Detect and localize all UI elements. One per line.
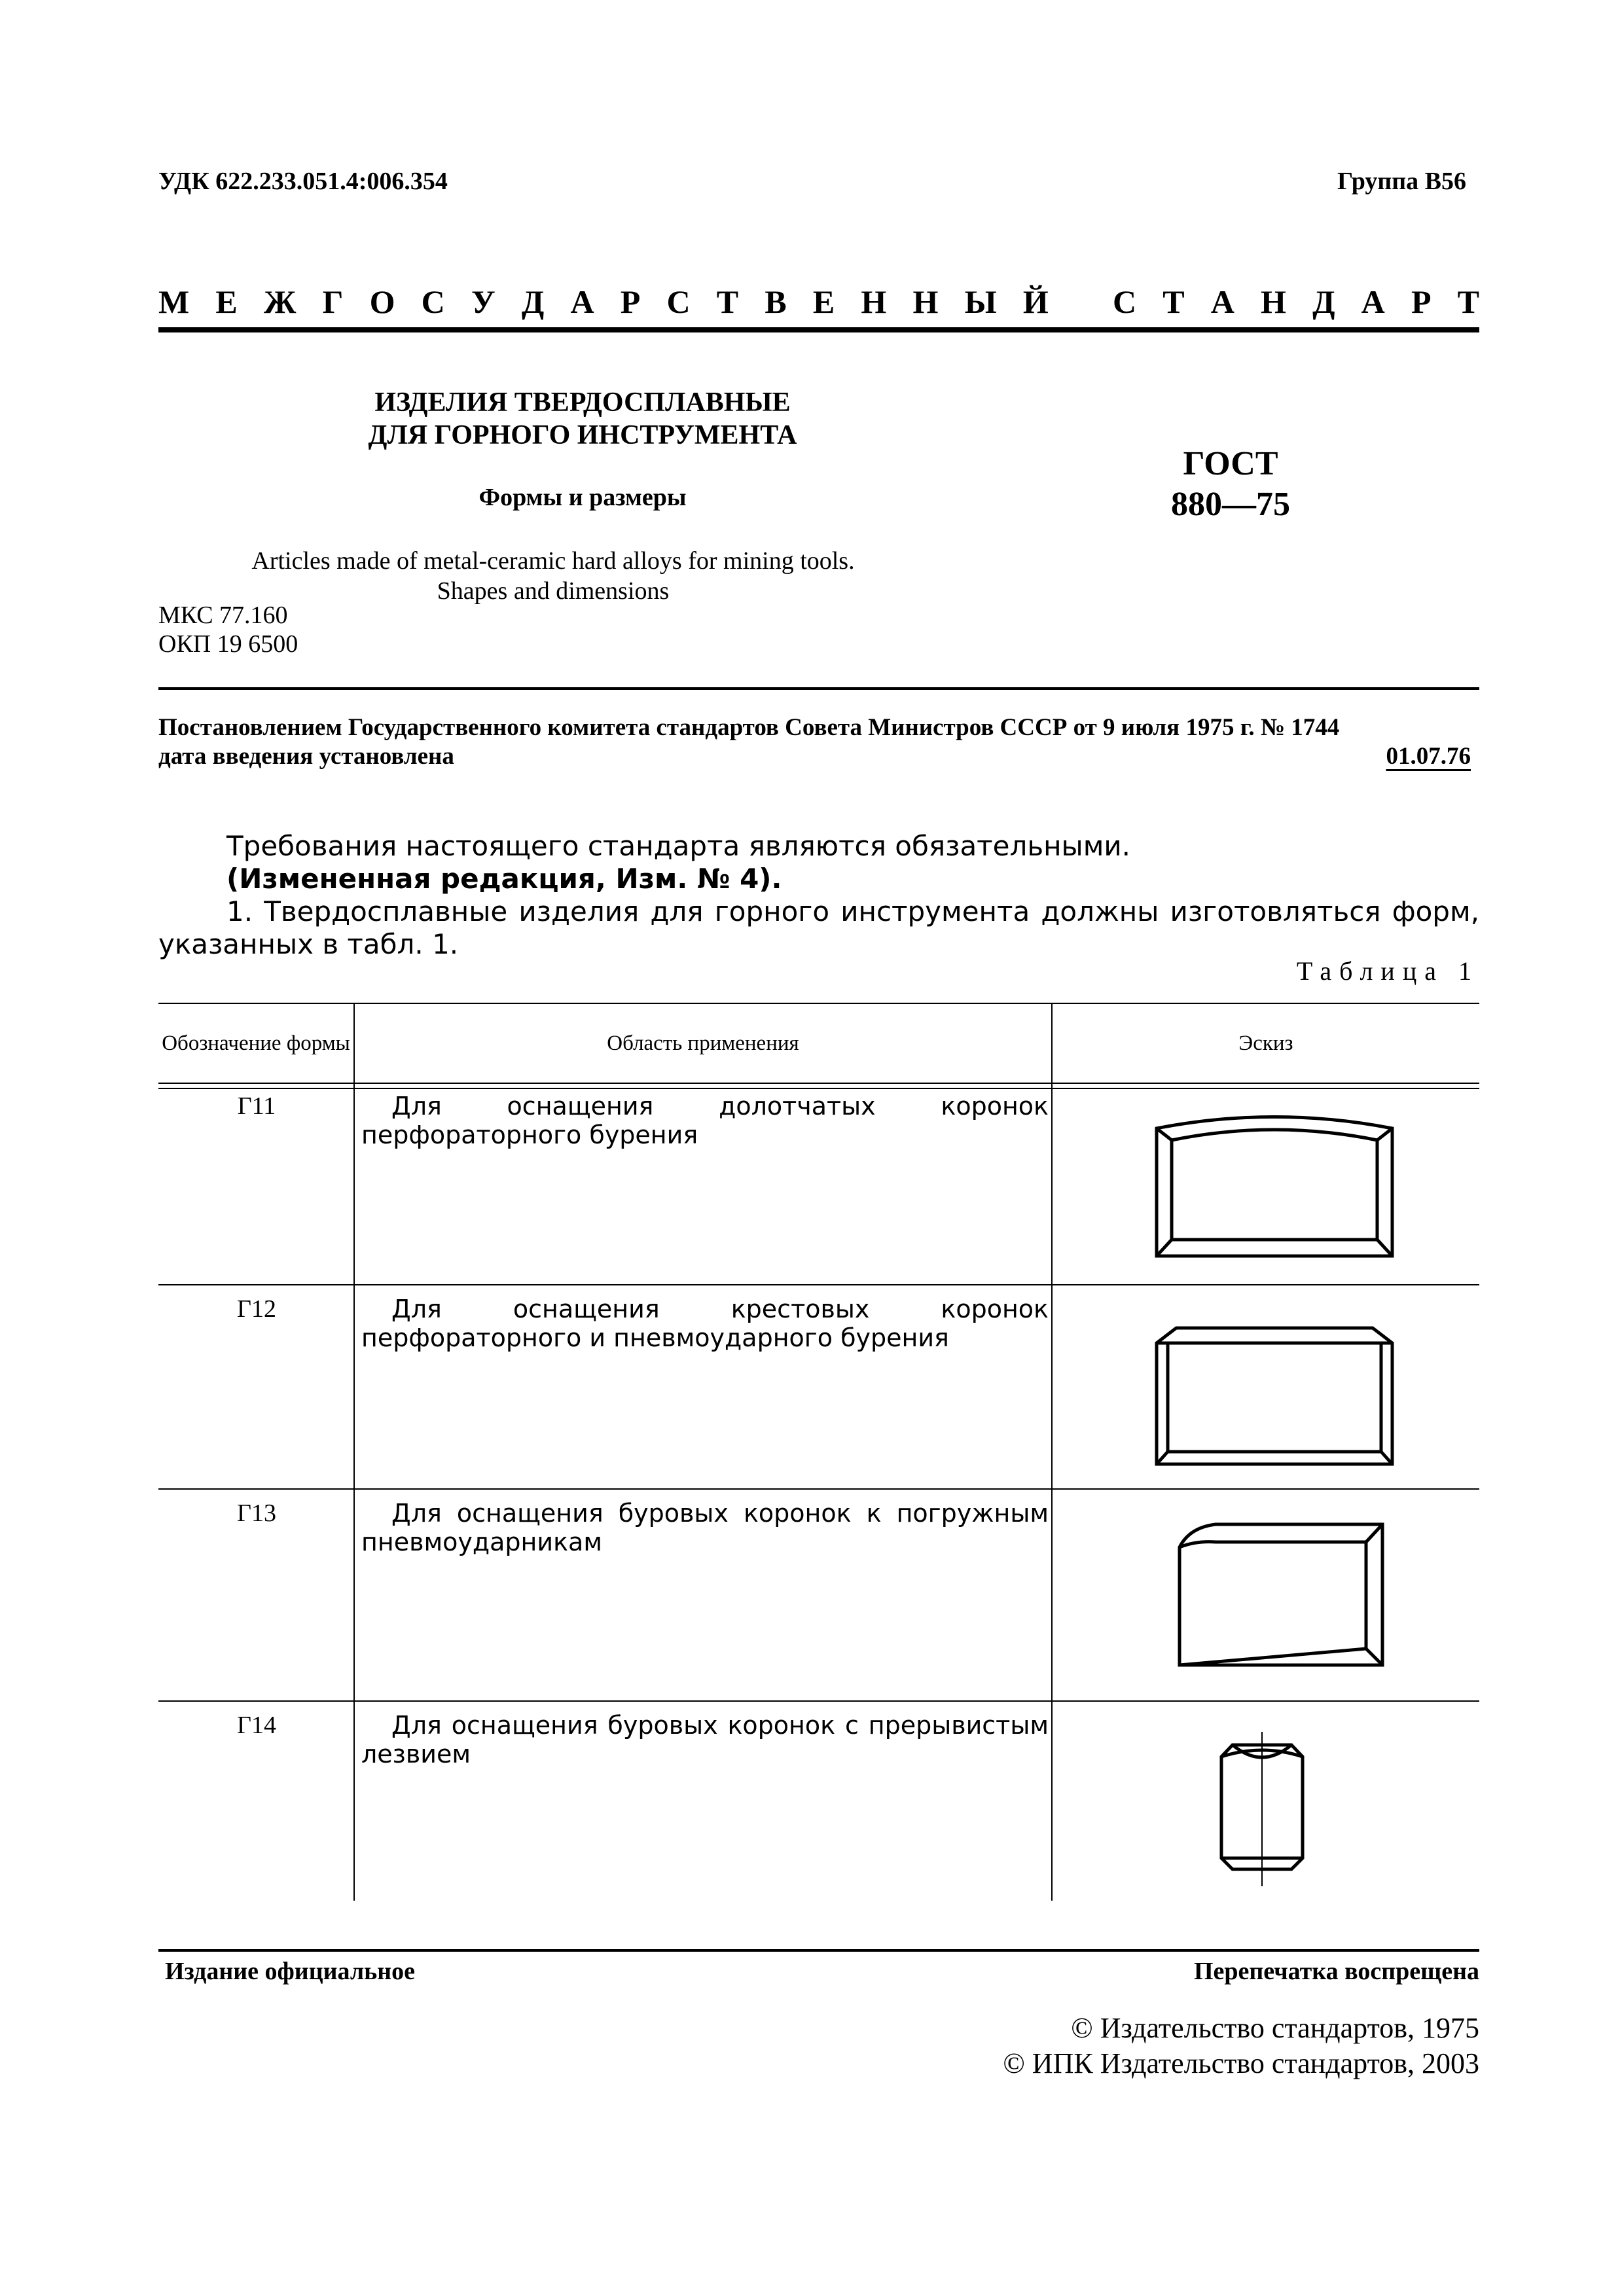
okp-code: ОКП 19 6500 bbox=[158, 630, 298, 658]
header-divider bbox=[158, 1088, 1479, 1089]
document-title bbox=[327, 386, 838, 452]
official-edition: Издание официальное bbox=[165, 1958, 416, 1985]
title-line-1: ИЗДЕЛИЯ ТВЕРДОСПЛАВНЫЕ bbox=[374, 387, 791, 418]
clause-1: 1. Твердосплавные изделия для горного инструмента должны изготовляться форм, указанных в табл. 1. bbox=[158, 895, 1479, 960]
gost-number: 880—75 bbox=[1171, 486, 1290, 523]
header-area: Область применения bbox=[607, 1031, 799, 1055]
header-sketch: Эскиз bbox=[1238, 1031, 1293, 1055]
table-label: Таблица 1 bbox=[1296, 956, 1479, 986]
udk-code: УДК 622.233.051.4:006.354 bbox=[158, 168, 448, 195]
row-code: Г11 bbox=[237, 1092, 276, 1120]
mks-code: МКС 77.160 bbox=[158, 601, 288, 629]
g13-sketch-icon bbox=[1176, 1521, 1386, 1668]
copyright-block bbox=[1003, 2011, 1479, 2081]
table-column-divider bbox=[1051, 1004, 1053, 1901]
reprint-prohibited: Перепечатка воспрещена bbox=[1193, 1958, 1479, 1985]
row-area: Для оснащения буровых коронок к погружным пневмоударникам bbox=[361, 1499, 1049, 1556]
header-designation: Обозначение формы bbox=[162, 1031, 350, 1055]
g14-sketch-icon bbox=[1210, 1731, 1314, 1888]
title-line-2: ДЛЯ ГОРНОГО ИНСТРУМЕНТА bbox=[368, 420, 797, 450]
row-code: Г14 bbox=[237, 1712, 276, 1739]
header-divider bbox=[158, 1083, 1479, 1084]
copyright-1975: © Издательство стандартов, 1975 bbox=[1071, 2012, 1479, 2044]
shapes-table bbox=[158, 1003, 1479, 1901]
row-divider bbox=[158, 1488, 1479, 1490]
gost-label: ГОСТ bbox=[1183, 445, 1278, 482]
classification-codes bbox=[158, 601, 298, 658]
introduction-date-line bbox=[158, 742, 1471, 770]
banner-word-standard: С Т А Н Д А Р Т bbox=[1113, 283, 1479, 320]
requirements-paragraph: Требования настоящего стандарта являются обязательными. bbox=[226, 830, 1131, 862]
footer-rule bbox=[158, 1949, 1479, 1952]
title-rule bbox=[158, 687, 1479, 690]
english-title-line-2: Shapes and dimensions bbox=[437, 577, 670, 605]
g12-sketch-icon bbox=[1153, 1325, 1396, 1467]
row-area: Для оснащения крестовых коронок перфораторного и пневмоударного бурения bbox=[361, 1295, 1049, 1352]
row-divider bbox=[158, 1700, 1479, 1702]
english-title-line-1: Articles made of metal-ceramic hard alloys for mining tools. bbox=[251, 547, 855, 575]
row-area: Для оснащения долотчатых коронок перфораторного бурения bbox=[361, 1092, 1049, 1149]
standard-banner bbox=[158, 283, 1479, 321]
copyright-2003: © ИПК Издательство стандартов, 2003 bbox=[1003, 2047, 1479, 2079]
gost-designation bbox=[1126, 444, 1335, 525]
header-rule bbox=[158, 327, 1479, 332]
english-title bbox=[157, 546, 949, 606]
introduction-date: 01.07.76 bbox=[1386, 743, 1471, 770]
document-subtitle: Формы и размеры bbox=[478, 484, 687, 511]
banner-word-interstate: М Е Ж Г О С У Д А Р С Т В Е Н Н Ы Й bbox=[158, 283, 1049, 320]
decree-line: Постановлением Государственного комитета стандартов Совета Министров СССР от 9 июля 1975 г. № 1744 bbox=[158, 714, 1340, 741]
row-area: Для оснащения буровых коронок с прерывистым лезвием bbox=[361, 1711, 1049, 1768]
amendment-note: (Измененная редакция, Изм. № 4). bbox=[226, 863, 782, 895]
g11-sketch-icon bbox=[1153, 1109, 1396, 1258]
row-divider bbox=[158, 1284, 1479, 1285]
group-code: Группа В56 bbox=[1337, 168, 1466, 195]
row-code: Г13 bbox=[237, 1499, 276, 1527]
table-column-divider bbox=[353, 1004, 355, 1901]
row-code: Г12 bbox=[237, 1295, 276, 1323]
introduction-date-label: дата введения установлена bbox=[158, 743, 454, 770]
